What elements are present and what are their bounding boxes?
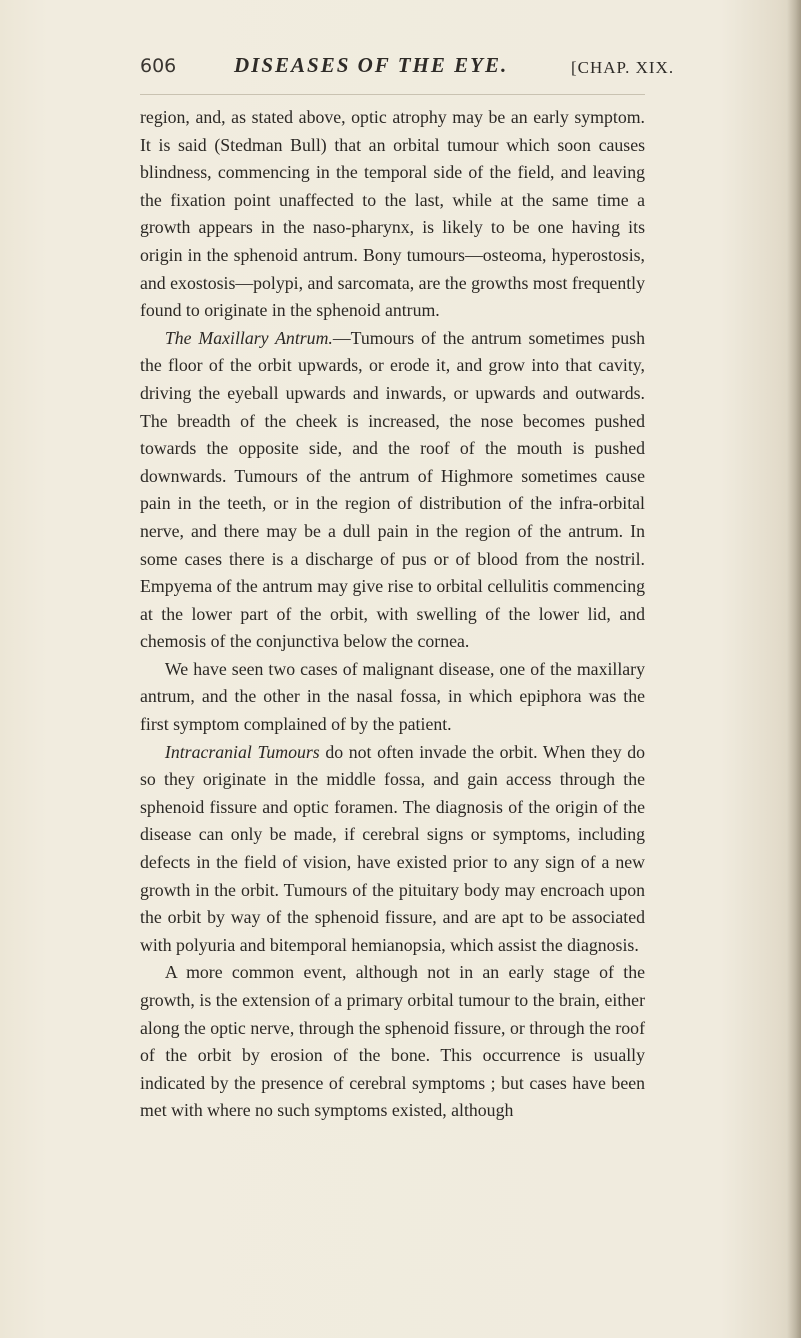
paragraph-text: —Tumours of the antrum sometimes push the floor of the orbit upwards, or erode it, and grow into that cavity, driving the eyeball upwards and inwards, or upwards and outwards. The breadth of the cheek is increased, the nose becomes pushed towards the opposite side, and the roof of the mouth is pushed downwards. Tumours of the antrum of Highmore sometimes cause pain in the teeth, or in the region of distribution of the infra-orbital nerve, and there may be a dull pain in the region of the antrum. In some cases there is a discharge of pus or of blood from the nostril. Empyema of the antrum may give rise to orbital cellulitis commencing at the lower part of the orbit, with swelling of the lower lid, and chemosis of the conjunctiva below the cornea. (140, 327, 645, 652)
paragraph: region, and, as stated above, optic atrophy may be an early symptom. It is said (Stedman Bull) that an orbital tumour which soon causes blindness, commencing in the temporal side of the field, and leaving the fixation point unaffected to the last, while at the same time a growth appears in the naso-pharynx, is likely to be one having its origin in the sphenoid antrum. Bony tumours—osteoma, hyperostosis, and exostosis—polypi, and sarcomata, are the growths most frequently found to originate in the sphenoid antrum. (140, 107, 645, 321)
page-header (140, 55, 790, 85)
paragraph-intracranial-tumours (140, 739, 645, 960)
page-edge-shadow (787, 0, 801, 1338)
body-text (140, 104, 645, 1125)
running-title: DISEASES OF THE EYE. (234, 53, 509, 77)
paragraph: We have seen two cases of malignant disease, one of the maxillary antrum, and the other in the nasal fossa, in which epiphora was the first symptom complained of by the patient. (140, 658, 645, 735)
section-heading-maxillary-antrum: The Maxillary Antrum. (164, 327, 333, 348)
section-heading-intracranial-tumours: Intracranial Tumours (164, 741, 320, 762)
paragraph-maxillary-antrum (140, 325, 645, 656)
chapter-label: [CHAP. XIX. (571, 58, 675, 77)
header-rule (140, 94, 645, 95)
paragraph-text: do not often invade the orbit. When they do so they originate in the middle fossa, and gain access through the sphenoid fissure and optic foramen. The diagnosis of the origin of the disease can only be made, if cerebral signs or symptoms, including defects in the field of vision, have existed prior to any sign of a new growth in the orbit. Tumours of the pituitary body may encroach upon the orbit by way of the sphenoid fissure, and are apt to be associated with polyuria and bitemporal hemianopsia, which assist the diagnosis. (140, 741, 645, 955)
paragraph: A more common event, although not in an early stage of the growth, is the extension of a primary orbital tumour to the brain, either along the optic nerve, through the sphenoid fissure, or through the roof of the orbit by erosion of the bone. This occurrence is usually indicated by the presence of cerebral symptoms ; but cases have been met with where no such symptoms existed, although (140, 962, 645, 1121)
page-number: 606 (140, 55, 177, 77)
